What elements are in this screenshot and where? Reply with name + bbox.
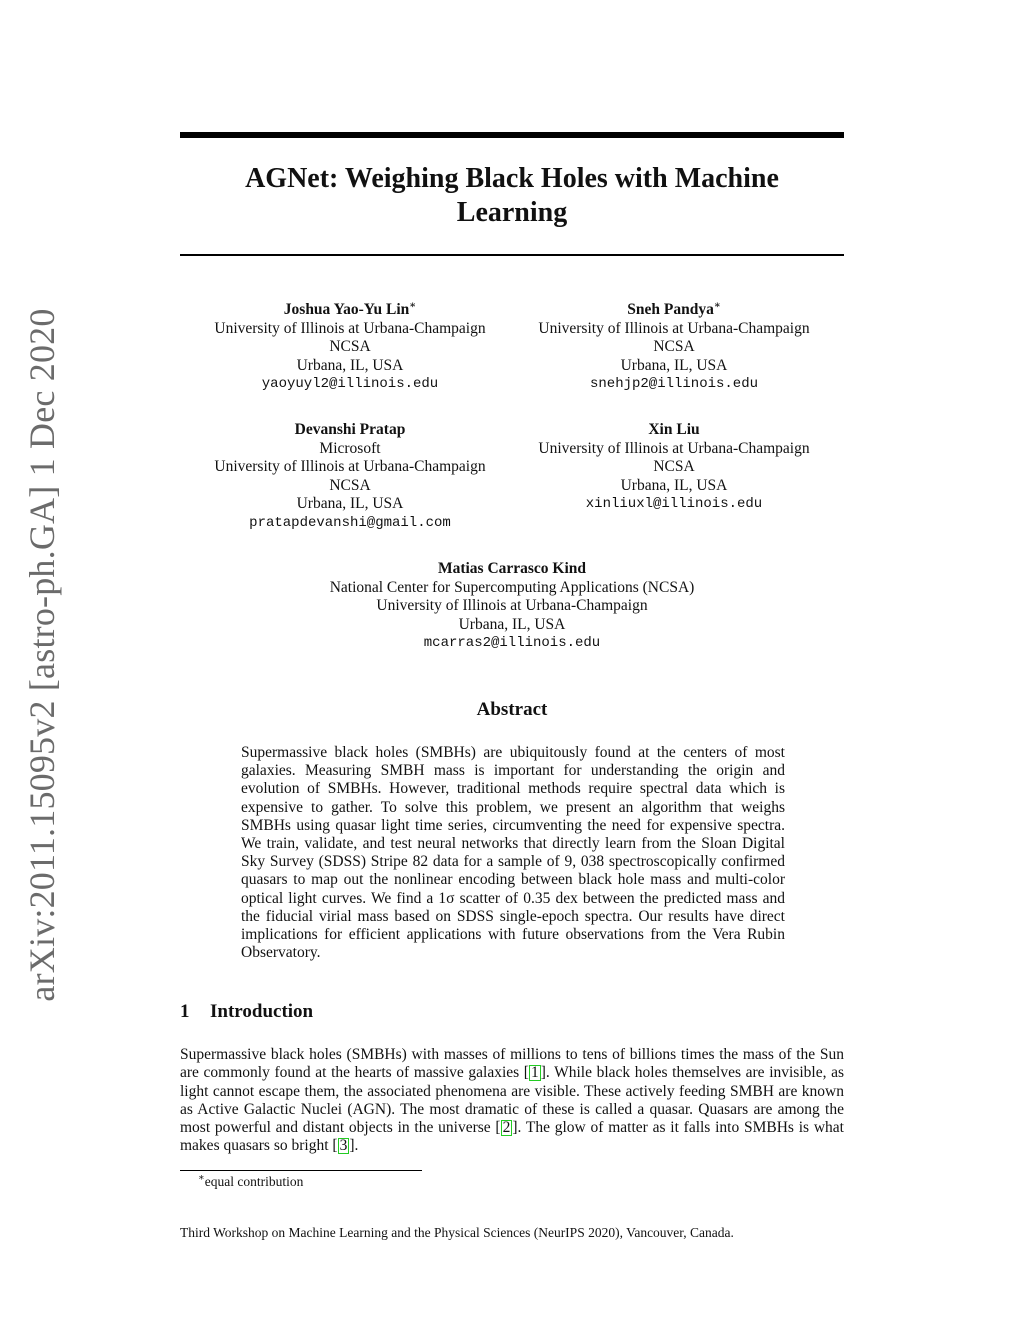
- author-affiliation: University of Illinois at Urbana-Champaign: [376, 597, 648, 614]
- author-affiliation: University of Illinois at Urbana-Champaign: [538, 439, 810, 457]
- author-affiliation: Urbana, IL, USA: [296, 356, 404, 374]
- title-bottom-rule: [180, 254, 844, 256]
- author-affiliation: Microsoft: [319, 439, 381, 457]
- intro-text: Supermassive black holes (SMBHs) with masses of millions to tens of billions times the mass of the Sun are commonly found at the hearts of massive galaxies [: [180, 1046, 844, 1082]
- author-email[interactable]: yaoyuyl2@illinois.edu: [261, 376, 439, 392]
- author-affiliation: National Center for Supercomputing Applications (NCSA): [329, 578, 695, 596]
- footnote-mark: ∗: [198, 1172, 205, 1184]
- author-affiliation: Urbana, IL, USA: [620, 356, 728, 374]
- footnote: [198, 1174, 303, 1190]
- title-top-rule: [180, 132, 844, 138]
- author-name: Matias Carrasco Kind: [437, 560, 587, 577]
- author-affiliation: Urbana, IL, USA: [620, 476, 728, 494]
- arxiv-identifier: arXiv:2011.15095v2 [astro-ph.GA] 1 Dec 2020: [22, 308, 62, 1002]
- author-name: Xin Liu: [648, 421, 700, 438]
- author-affiliation: NCSA: [329, 338, 371, 355]
- author-affiliation: University of Illinois at Urbana-Champaign: [214, 319, 486, 337]
- author-name: Joshua Yao-Yu Lin: [283, 301, 410, 318]
- intro-text: ]. The glow of matter as it falls into SMBHs is what makes quasars so bright [: [180, 1119, 844, 1155]
- author-name: Devanshi Pratap: [294, 421, 406, 438]
- intro-text: ].: [349, 1137, 359, 1155]
- citation-link[interactable]: 1: [530, 1064, 539, 1082]
- title-line-2: Learning: [456, 197, 568, 228]
- section-title: Introduction: [210, 1001, 314, 1022]
- citation-link[interactable]: 3: [339, 1137, 348, 1155]
- footnote-rule: [180, 1170, 422, 1171]
- equal-contribution-mark: ∗: [713, 299, 721, 311]
- paper-title: [180, 162, 844, 230]
- author-affiliation: Urbana, IL, USA: [296, 495, 404, 512]
- author-affiliation: Urbana, IL, USA: [458, 615, 566, 633]
- author-email[interactable]: xinliuxl@illinois.edu: [585, 496, 763, 512]
- introduction-paragraph: [180, 1046, 844, 1156]
- section-heading: [180, 1001, 313, 1023]
- author-affiliation: NCSA: [653, 458, 695, 475]
- venue-footer: Third Workshop on Machine Learning and the Physical Sciences (NeurIPS 2020), Vancouver, Canada.: [180, 1225, 734, 1240]
- author-email[interactable]: pratapdevanshi@gmail.com: [249, 514, 451, 531]
- title-line-1: AGNet: Weighing Black Holes with Machine: [245, 163, 779, 194]
- author-affiliation: University of Illinois at Urbana-Champaign: [538, 319, 810, 337]
- intro-text: ]. While black holes themselves are invisible, as light cannot escape them, the associated phenomena are visible. These actively feeding SMBH are known as Active Galactic Nuclei (AGN). The most dramatic of these is called a quasar. Quasars are among the most powerful and distant objects in the universe [: [180, 1064, 844, 1137]
- author-block-liu: [514, 421, 834, 514]
- footnote-text: equal contribution: [204, 1174, 304, 1189]
- author-block-pratap: [190, 421, 510, 532]
- author-affiliation: NCSA: [329, 476, 371, 494]
- author-block-lin: [190, 301, 510, 394]
- author-block-carrasco-kind: [262, 560, 762, 653]
- section-number: 1: [180, 1001, 190, 1022]
- author-name: Sneh Pandya: [627, 301, 714, 318]
- author-affiliation: NCSA: [653, 338, 695, 355]
- citation-link[interactable]: 2: [502, 1119, 511, 1137]
- abstract-text: Supermassive black holes (SMBHs) are ubiquitously found at the centers of most galaxies. Measuring SMBH mass is important for understanding the origin and evolution of SMBHs. However, traditional methods require spectral data which is expensive to gather. To solve this problem, we present an algorithm that weighs SMBHs using quasar light time series, circumventing the need for expensive spectra. We train, validate, and test neural networks that directly learn from the Sloan Digital Sky Survey (SDSS) Stripe 82 data for a sample of 9, 038 spectroscopically confirmed quasars to map out the nonlinear encoding between black hole mass and multi-color optical light curves. We find a 1σ scatter of 0.35 dex between the predicted mass and the fiducial virial mass based on SDSS single-epoch spectra. Our results have direct implications for efficient applications with future observations from the Vera Rubin Observatory.: [241, 744, 785, 962]
- abstract-heading: Abstract: [476, 699, 548, 720]
- author-email[interactable]: snehjp2@illinois.edu: [589, 376, 759, 392]
- author-email[interactable]: mcarras2@illinois.edu: [423, 635, 601, 651]
- equal-contribution-mark: ∗: [409, 299, 417, 311]
- author-affiliation: University of Illinois at Urbana-Champaign: [214, 458, 486, 475]
- author-block-pandya: [514, 301, 834, 394]
